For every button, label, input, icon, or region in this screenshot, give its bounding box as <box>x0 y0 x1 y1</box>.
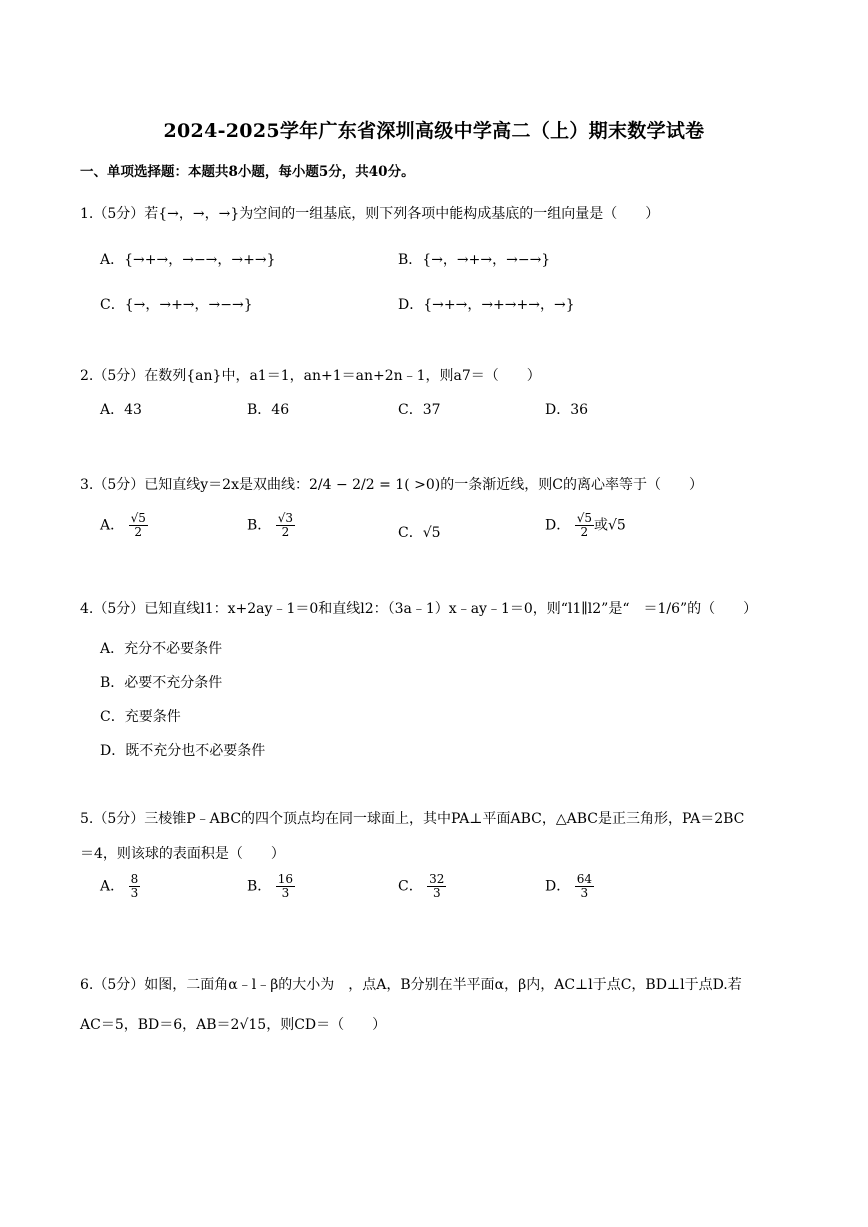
question-1-option-c: C．{→，→+→，→−→} <box>100 297 253 313</box>
question-1-stem: 1.（5分）若{→，→，→}为空间的一组基底，则下列各项中能构成基底的一组向量是（ ） <box>80 206 660 222</box>
denominator: 3 <box>130 886 139 900</box>
numerator: 64 <box>576 872 592 886</box>
denominator: 2 <box>134 525 143 539</box>
question-4-option-b: B．必要不充分条件 <box>100 675 223 691</box>
numerator: √5 <box>576 511 592 525</box>
denominator: 3 <box>580 886 589 900</box>
question-3-option-a <box>100 512 148 539</box>
fraction <box>427 873 446 900</box>
question-5-option-c <box>398 873 446 900</box>
question-2-stem: 2.（5分）在数列{an}中，a1＝1，an+1＝an+2n﹣1，则a7＝（ ） <box>80 368 541 384</box>
question-2-option-d: D．36 <box>545 402 589 418</box>
question-5-option-b <box>247 873 295 900</box>
question-2-option-c: C．37 <box>398 402 441 418</box>
question-3-stem-prefix: 3.（5分）已知直线y＝2x是双曲线 <box>80 477 295 493</box>
numerator: √3 <box>277 511 294 525</box>
denominator: 2 <box>281 525 290 539</box>
question-2-option-a: A．43 <box>100 402 142 418</box>
numerator: 32 <box>429 872 445 886</box>
option-label: B． <box>247 878 272 895</box>
fraction <box>129 512 148 539</box>
denominator: 3 <box>281 886 290 900</box>
question-3-option-b <box>247 512 295 539</box>
option-label: C． <box>398 878 423 895</box>
numerator: 16 <box>277 872 294 886</box>
fraction <box>276 512 295 539</box>
question-3-stem <box>80 474 703 494</box>
option-label: A． <box>100 517 125 534</box>
question-3-equation: ：2/4 − 2/2 = 1( >0) <box>294 477 441 493</box>
fraction <box>575 512 594 539</box>
numerator: 8 <box>130 872 139 886</box>
numerator: √5 <box>130 511 146 525</box>
fraction <box>129 873 141 900</box>
question-1-option-d: D．{→+→，→+→+→，→} <box>398 297 575 313</box>
page-title: 2024-2025学年广东省深圳高级中学高二（上）期末数学试卷 <box>163 120 705 142</box>
question-1-option-a: A．{→+→，→−→，→+→} <box>100 252 276 268</box>
question-4-option-a: A．充分不必要条件 <box>100 641 223 657</box>
question-4-option-d: D．既不充分也不必要条件 <box>100 743 266 759</box>
question-3-stem-suffix: 的一条渐近线，则C的离心率等于（ ） <box>440 477 703 493</box>
question-3-option-d <box>545 512 626 539</box>
denominator: 3 <box>432 886 441 900</box>
option-tail: 或√5 <box>593 517 626 534</box>
question-4-stem: 4.（5分）已知直线l1：x+2ay﹣1＝0和直线l2：（3a﹣1）x﹣ay﹣1＝0，则“l1∥l2”是“ ＝1/6”的（ ） <box>80 601 758 617</box>
question-2-option-b: B．46 <box>247 402 290 418</box>
fraction <box>575 873 594 900</box>
option-label: B． <box>247 517 272 534</box>
option-label: A． <box>100 878 125 895</box>
question-5-stem-line-1: 5.（5分）三棱锥P﹣ABC的四个顶点均在同一球面上，其中PA⊥平面ABC，△ABC是正三角形，PA＝2BC <box>80 811 745 827</box>
question-5-stem-line-2: ＝4，则该球的表面积是（ ） <box>80 846 285 862</box>
fraction <box>276 873 295 900</box>
denominator: 2 <box>580 525 589 539</box>
question-4-option-c: C．充要条件 <box>100 709 181 725</box>
question-5-option-d <box>545 873 594 900</box>
question-5-option-a <box>100 873 140 900</box>
question-3-option-c: C．√5 <box>398 525 441 541</box>
question-6-stem-line-1: 6.（5分）如图，二面角α﹣l﹣β的大小为 ，点A，B分别在半平面α，β内，AC⊥l于点C，BD⊥l于点D.若 <box>80 977 742 993</box>
question-1-option-b: B．{→，→+→，→−→} <box>398 252 551 268</box>
option-label: D． <box>545 517 571 534</box>
question-6-stem-line-2: AC＝5，BD＝6，AB＝2√15，则CD＝（ ） <box>80 1017 387 1033</box>
option-label: D． <box>545 878 571 895</box>
section-heading: 一、单项选择题：本题共8小题，每小题5分，共40分。 <box>80 164 415 180</box>
